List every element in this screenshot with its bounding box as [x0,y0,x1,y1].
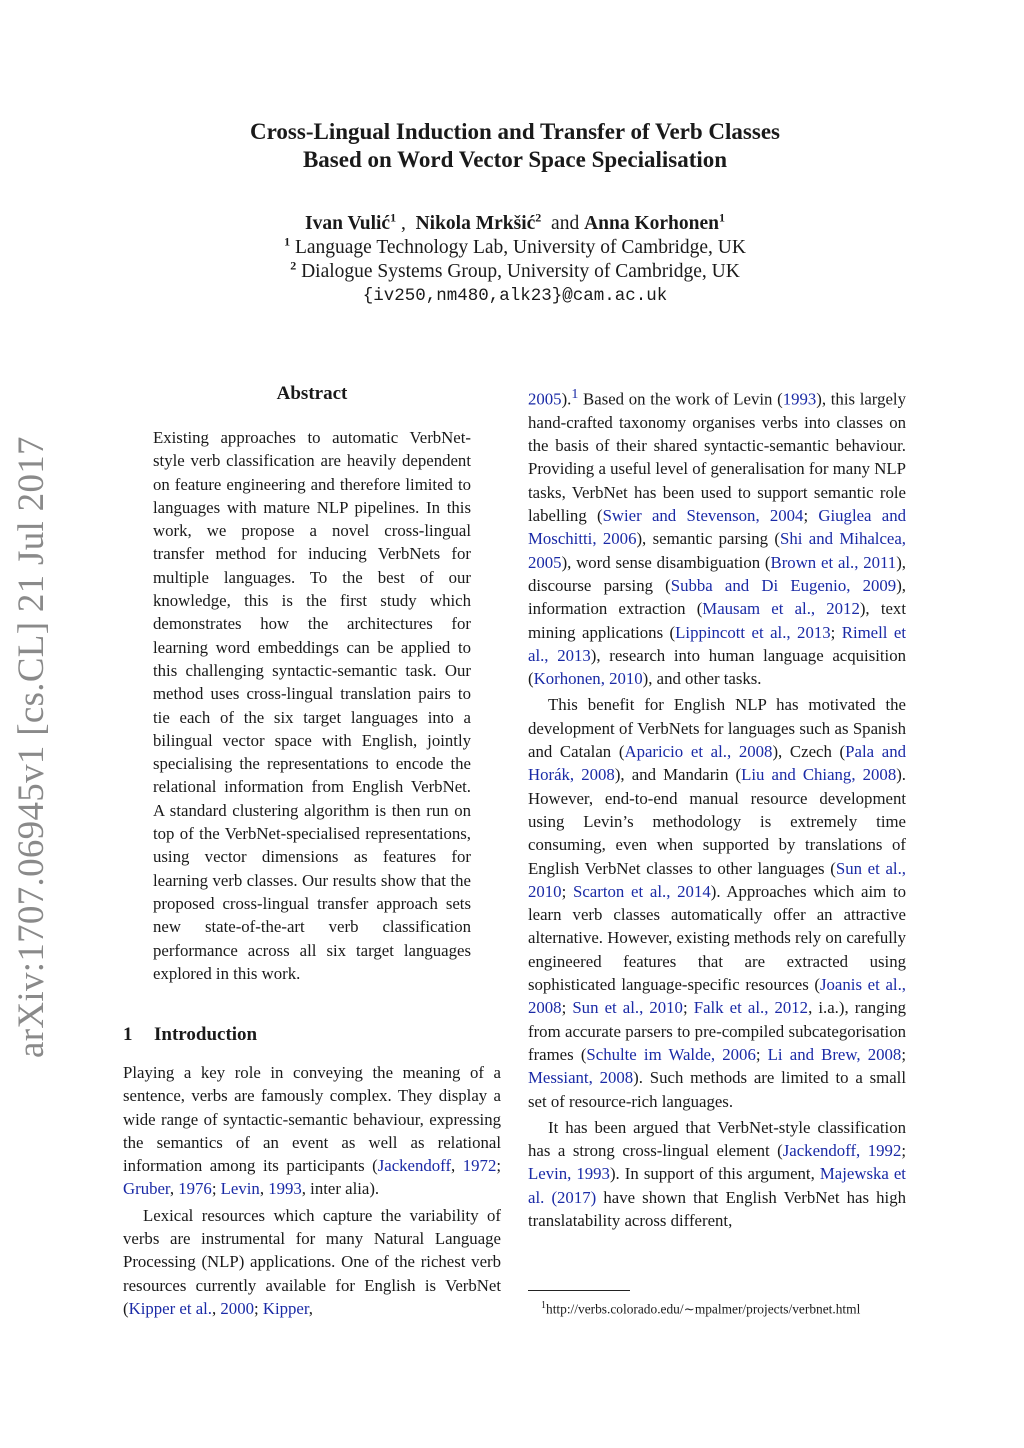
body-text: ; [682,998,694,1018]
body-text: , inter alia). [301,1179,380,1199]
right-paragraph-3 [528,1116,906,1232]
body-text: ), this largely hand-crafted taxonomy organises verbs into classes on the basis of their shared syntactic-semantic behaviour. Providing a useful level of generalisation for many NLP tasks, VerbNet has been used to support semantic role labelling ( [528,389,906,526]
body-text: , [169,1179,179,1199]
affiliation-1-text: Language Technology Lab, University of Cambridge, UK [294,237,746,258]
author-names: Ivan Vulić$^1$ , Nikola Mrkšić$^2$ and Anna Korhonen$^1$ [304,210,725,234]
body-text: , [212,1298,221,1318]
affiliation-1 [130,236,900,260]
author-1: Ivan Vulić [304,213,391,234]
body-text: Lexical resources which capture the variability of verbs are instrumental for many Natural Language Processing (NLP) applications. One of the richest verb resources currently available for English is VerbNet ( [123,1205,501,1318]
citation-link[interactable]: Jackendoff, 1992 [782,1141,902,1161]
citation-link[interactable]: Kipper et al. [128,1298,213,1318]
citation-link[interactable]: Sun et al., 2010 [572,998,683,1018]
body-text: This benefit for English NLP has motivated the development of VerbNets for languages such as Spanish and Catalan ( [528,695,906,762]
citation-link[interactable]: 1972 [462,1156,497,1176]
body-text: ), and Mandarin ( [614,765,742,785]
body-text: , [259,1179,269,1199]
affiliation-2-text: Dialogue Systems Group, University of Cambridge, UK [301,261,740,282]
citation-link[interactable]: Lippincott et al., 2013 [675,622,831,642]
author-2: Nikola Mrkšić [415,213,536,234]
author-emails: {iv250,nm480,alk23}@cam.ac.uk [362,286,668,306]
citation-link[interactable]: Aparicio et al., 2008 [624,742,773,762]
citation-link[interactable]: 2005 [528,389,562,409]
body-text: ; [901,1141,907,1161]
body-text: ), word sense disambiguation ( [561,552,771,572]
body-text: ). [561,389,572,409]
footnote-divider [528,1290,630,1291]
footnote [541,1297,860,1318]
citation-link[interactable]: Swier and Stevenson, 2004 [602,506,804,526]
abstract-paragraph: Existing approaches to automatic VerbNet-style verb classification are heavily dependent on feature engineering and therefore limited to languages with mature NLP pipelines. In this work, we propose a novel cross-lingual transfer method for inducing VerbNets for multiple languages. To the best of our knowledge, this is the first study which demonstrates how the architectures for learning word embeddings can be applied to this challenging syntactic-semantic task. Our method uses cross-lingual translation pairs to tie each of the six target languages into a bilingual vector space with English, jointly specialising the representations to encode the relational information from English VerbNet. A standard clustering algorithm is then run on top of the VerbNet-specialised representations, using vector dimensions as features for learning verb classes. Our results show that the proposed cross-lingual transfer approach sets new state-of-the-art verb classification performance across all six target languages explored in this work. [153,428,471,983]
author-1-affil-mark: 1 [390,210,397,225]
body-text: ). Such methods are limited to a small set of resource-rich languages. [528,1068,906,1111]
citation-link[interactable]: Liu and Chiang, 2008 [741,765,897,785]
citation-link[interactable]: 1993 [268,1179,302,1199]
body-text: , i.a.), ranging from accurate parsers to pre-compiled subcategorisation frames ( [528,998,907,1064]
body-text: , [451,1156,463,1176]
citation-link[interactable]: Brown et al., 2011 [770,552,897,572]
citation-link[interactable]: Gruber [123,1179,170,1199]
body-text: , [308,1298,313,1318]
intro-paragraph-1 [123,1061,501,1201]
body-text: Based on the work of Levin ( [578,389,783,409]
citation-link[interactable]: Levin, 1993 [528,1164,610,1184]
citation-link[interactable]: Joanis et al., 2008 [528,975,906,1018]
citation-link[interactable]: Levin [220,1179,260,1199]
citation-link[interactable]: Li and Brew, 2008 [767,1044,902,1064]
introduction-left-column [123,1061,501,1320]
citation-link[interactable]: Falk et al., 2012 [693,998,809,1018]
body-text: ; [561,998,573,1018]
right-paragraph-1 [528,383,906,690]
body-text: ), discourse parsing ( [528,552,906,595]
body-text: It has been argued that VerbNet-style classification has a strong cross-lingual element ( [528,1117,906,1161]
footnote-url[interactable]: http://verbs.colorado.edu/∼mpalmer/projects/verbnet.html [546,1301,861,1317]
section-title: Introduction [154,1024,258,1045]
author-block [130,212,900,308]
citation-link[interactable]: Sun et al., 2010 [528,858,906,901]
citation-link[interactable]: Jackendoff [377,1156,452,1176]
citation-link[interactable]: Korhonen, 2010 [533,669,643,689]
citation-link[interactable]: Rimell et al., 2013 [528,622,907,665]
citation-link[interactable]: Mausam et al., 2012 [702,599,860,619]
abstract-heading: Abstract [276,383,348,404]
citation-link[interactable]: Pala and Horák, 2008 [528,742,906,785]
title-line-2: Based on Word Vector Space Specialisation [302,147,728,172]
paper-title [130,118,900,174]
citation-link[interactable]: 1976 [178,1179,212,1199]
body-text: ; [253,1298,263,1318]
body-text: ), text mining applications ( [528,599,906,642]
citation-link[interactable]: Majewska et al. (2017) [528,1164,906,1207]
citation-link[interactable]: 1993 [782,389,817,409]
section-number: 1 [123,1024,133,1045]
right-paragraph-2 [528,693,906,1112]
body-text: ; [496,1156,501,1176]
citation-link[interactable]: Kipper [262,1298,309,1318]
body-text: have shown that English VerbNet has high translatability across different, [528,1187,906,1230]
title-line-1: Cross-Lingual Induction and Transfer of Verb Classes [250,119,780,144]
body-text: ; [755,1044,768,1064]
arxiv-identifier-stamp: arXiv:1707.06945v1 [cs.CL] 21 Jul 2017 [11,436,52,1058]
author-conjunction: and [551,213,580,234]
author-3: Anna Korhonen [584,213,719,234]
body-text: ), Czech ( [772,742,846,762]
body-text: ), and other tasks. [642,669,762,689]
body-text: ), research into human language acquisition ( [528,645,906,689]
body-text: ; [211,1179,221,1199]
abstract-body [153,426,471,985]
citation-link[interactable]: Giuglea and Moschitti, 2006 [528,506,906,549]
body-text: ; [901,1044,906,1064]
body-text: ), information extraction ( [528,575,906,619]
affiliation-2 [130,260,900,284]
body-text: ; [803,506,819,526]
body-text: ). In support of this argument, [609,1164,820,1184]
citation-link[interactable]: 2000 [220,1298,254,1318]
footnote-marker[interactable]: 1 [571,387,579,402]
body-text: ). However, end-to-end manual resource development using Levin’s methodology is extremely time consuming, even when supported by translations of English VerbNet classes to other languages ( [528,765,907,878]
body-text: ). Approaches which aim to learn verb classes automatically offer an attractive alternative. However, existing methods rely on carefully engineered features that are extracted using sophisticated language-specific resources ( [528,881,907,995]
citation-link[interactable]: Shi and Mihalcea, 2005 [528,529,906,572]
body-text: ), semantic parsing ( [636,529,780,549]
introduction-right-column [528,383,906,1232]
intro-paragraph-2 [123,1204,501,1320]
body-text: ; [830,622,842,642]
citation-link[interactable]: Schulte im Walde, 2006 [586,1044,756,1064]
author-2-affil-mark: 2 [535,210,542,225]
author-3-affil-mark: 1 [719,210,725,225]
citation-link[interactable]: Messiant, 2008 [528,1068,634,1088]
citation-link[interactable]: Subba and Di Eugenio, 2009 [670,575,897,595]
section-heading-introduction [123,1024,257,1046]
body-text: ; [561,881,573,901]
affiliation-1-mark: 1 [284,234,291,249]
affiliation-2-mark: 2 [290,258,297,273]
citation-link[interactable]: Scarton et al., 2014 [573,881,711,901]
footnote-number: 1 [541,1300,546,1311]
body-text: Playing a key role in conveying the meaning of a sentence, verbs are famously complex. They display a wide range of syntactic-semantic behaviour, expressing the semantics of an event as well as relational information among its participants ( [123,1063,501,1176]
